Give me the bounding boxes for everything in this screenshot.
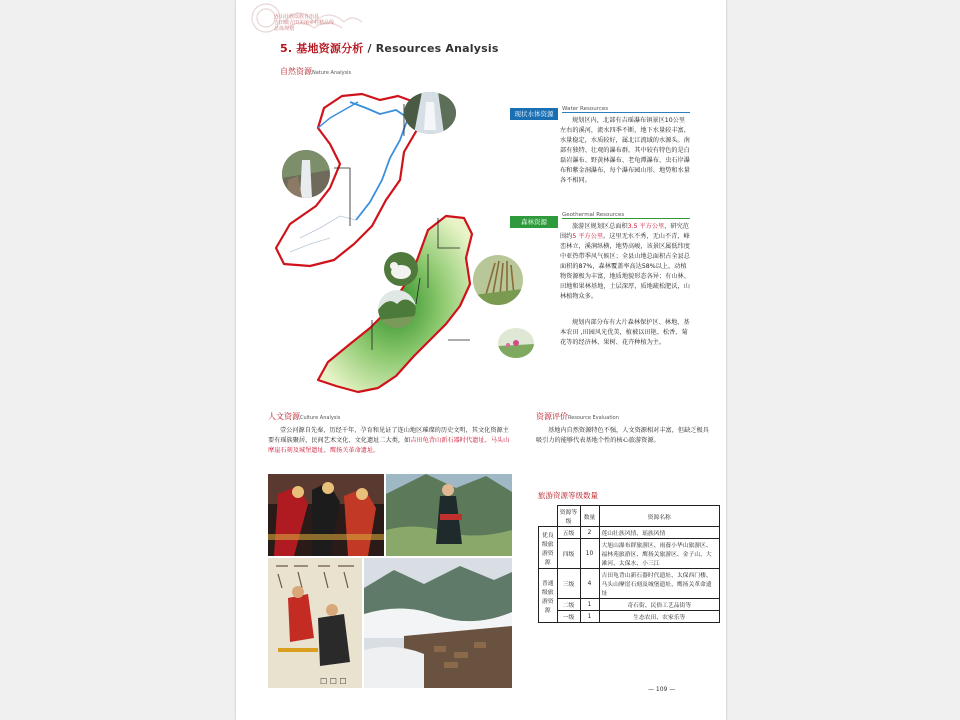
group-excellent: 优良级旅游资源 <box>539 527 558 569</box>
grade-table: 资源等级 数量 资源名称 优良级旅游资源 五级 2 莲山壮族风情、瑶族风情 四级 10 大旭山瀑布群旅游区、雨養小华山旅游区、福林苑旅游区、鹰扬关旅游区、金子山、大滩河、太保水、小三江 普通级旅游资源 三级 4 吉田龟背山新石器时代遗址、太保西门楼、马头山摩崖石刻及城堡遗址、鹰扬关革命遗址 二级 1 奇石街、民俗工艺品街等 一级 1 生态农田、农家乐等 <box>538 505 720 623</box>
nature-heading: 自然资源Nature Analysis <box>280 67 352 76</box>
goats-photo <box>384 252 418 286</box>
forest-tag: 森林资源 <box>510 216 558 228</box>
page-number: — 109 — <box>648 686 676 693</box>
table-row: 三级 <box>557 569 580 599</box>
water-en-label: Water Resources <box>562 106 690 113</box>
evaluation-heading: 资源评价Resource Evaluation <box>536 412 619 421</box>
table-row: 五级 <box>557 527 580 539</box>
forest-en-label: Geothermal Resources <box>562 212 690 219</box>
ethnic-dance-photo <box>268 474 384 556</box>
document-page <box>236 0 726 720</box>
culture-heading: 人文资源Culture Analysis <box>268 412 341 421</box>
forest-text-2: 规划内部分布有大片森林保护区、林地、基本农田 ,田园风光优美，植被以田艳、松香、菊花等的经济林、果树、花卉种植为主。 <box>560 319 690 346</box>
header-text: 连山壮族瑶族自治县 吉田镇吉田美丽乡村精品线 总体规划 <box>274 14 335 32</box>
group-ordinary: 普通级旅游资源 <box>539 569 558 623</box>
folk-art-painting <box>268 558 362 688</box>
stream-photo <box>282 150 330 198</box>
svg-text:☐ ☐ ☐: ☐ ☐ ☐ <box>320 677 347 686</box>
forest-text-1: 旅游区规划区总面积3.5 平方公里，研究范围约5 平方公里。这里无水不秀，无山不青，峰峦林立，溪涧纵横，地势高峻，该景区属低纬度中亚热带季风气候区；全县山地总面积占全县总面积的87%，森林覆盖率高达58%以上，动植物资源极为丰富，地质地貌形态各异；有山林、田地和果林基地，土层深厚，质地疏松肥沃，山林植物众多。 <box>560 223 690 300</box>
header-count: 数量 <box>580 506 599 527</box>
terrace-performer-photo <box>386 474 512 556</box>
evaluation-text: 基地内自然资源特色不强，人文资源相对丰富，但缺乏极具吸引力的能够代表基地个性的核心旅游资源。 <box>536 427 709 444</box>
water-tag: 现状水体资源 <box>510 108 558 120</box>
culture-text: 壹公河源自先秦，历经千年，孕育和见证了连山地区璀璨的历史文明，其文化资源主要有瑶族聚居、民间艺术文化、文化遗址二大类，如吉田龟背山新石器时代遗址、马头山摩崖石刻及城堡遗址、鹰扬关革命遗址。 <box>268 427 510 454</box>
water-text: 规划区内，北部有吉瑶瀑布镇景区10公里左右的溪河，流水四季不断，地下水量较丰富，水量稳定，水质较好，属北江流域的水源头。南部有独特、壮观的瀑布群，其中较有特色的是白磊岩瀑布、野黄林瀑布、老龟潭瀑布、虫石岸瀑布和紫金洞瀑布，每个瀑布园山形、地势和水量各不相同。 <box>560 117 690 184</box>
header-grade: 资源等级 <box>557 506 580 527</box>
waterfall-valley-photo <box>404 92 456 134</box>
site-map <box>270 88 520 408</box>
table-row: 四级 <box>557 539 580 569</box>
grade-table-title: 旅游资源等级数量 <box>538 491 598 500</box>
section-title: 5. 基地资源分析 / Resources Analysis <box>280 42 499 55</box>
table-row: 一级 <box>557 611 580 623</box>
misty-village-photo <box>364 558 512 688</box>
header-names: 资源名称 <box>599 506 720 527</box>
flower-photo <box>498 328 534 358</box>
forest-photo <box>378 290 416 328</box>
crop-field-photo <box>473 255 523 305</box>
table-row: 二级 <box>557 599 580 611</box>
